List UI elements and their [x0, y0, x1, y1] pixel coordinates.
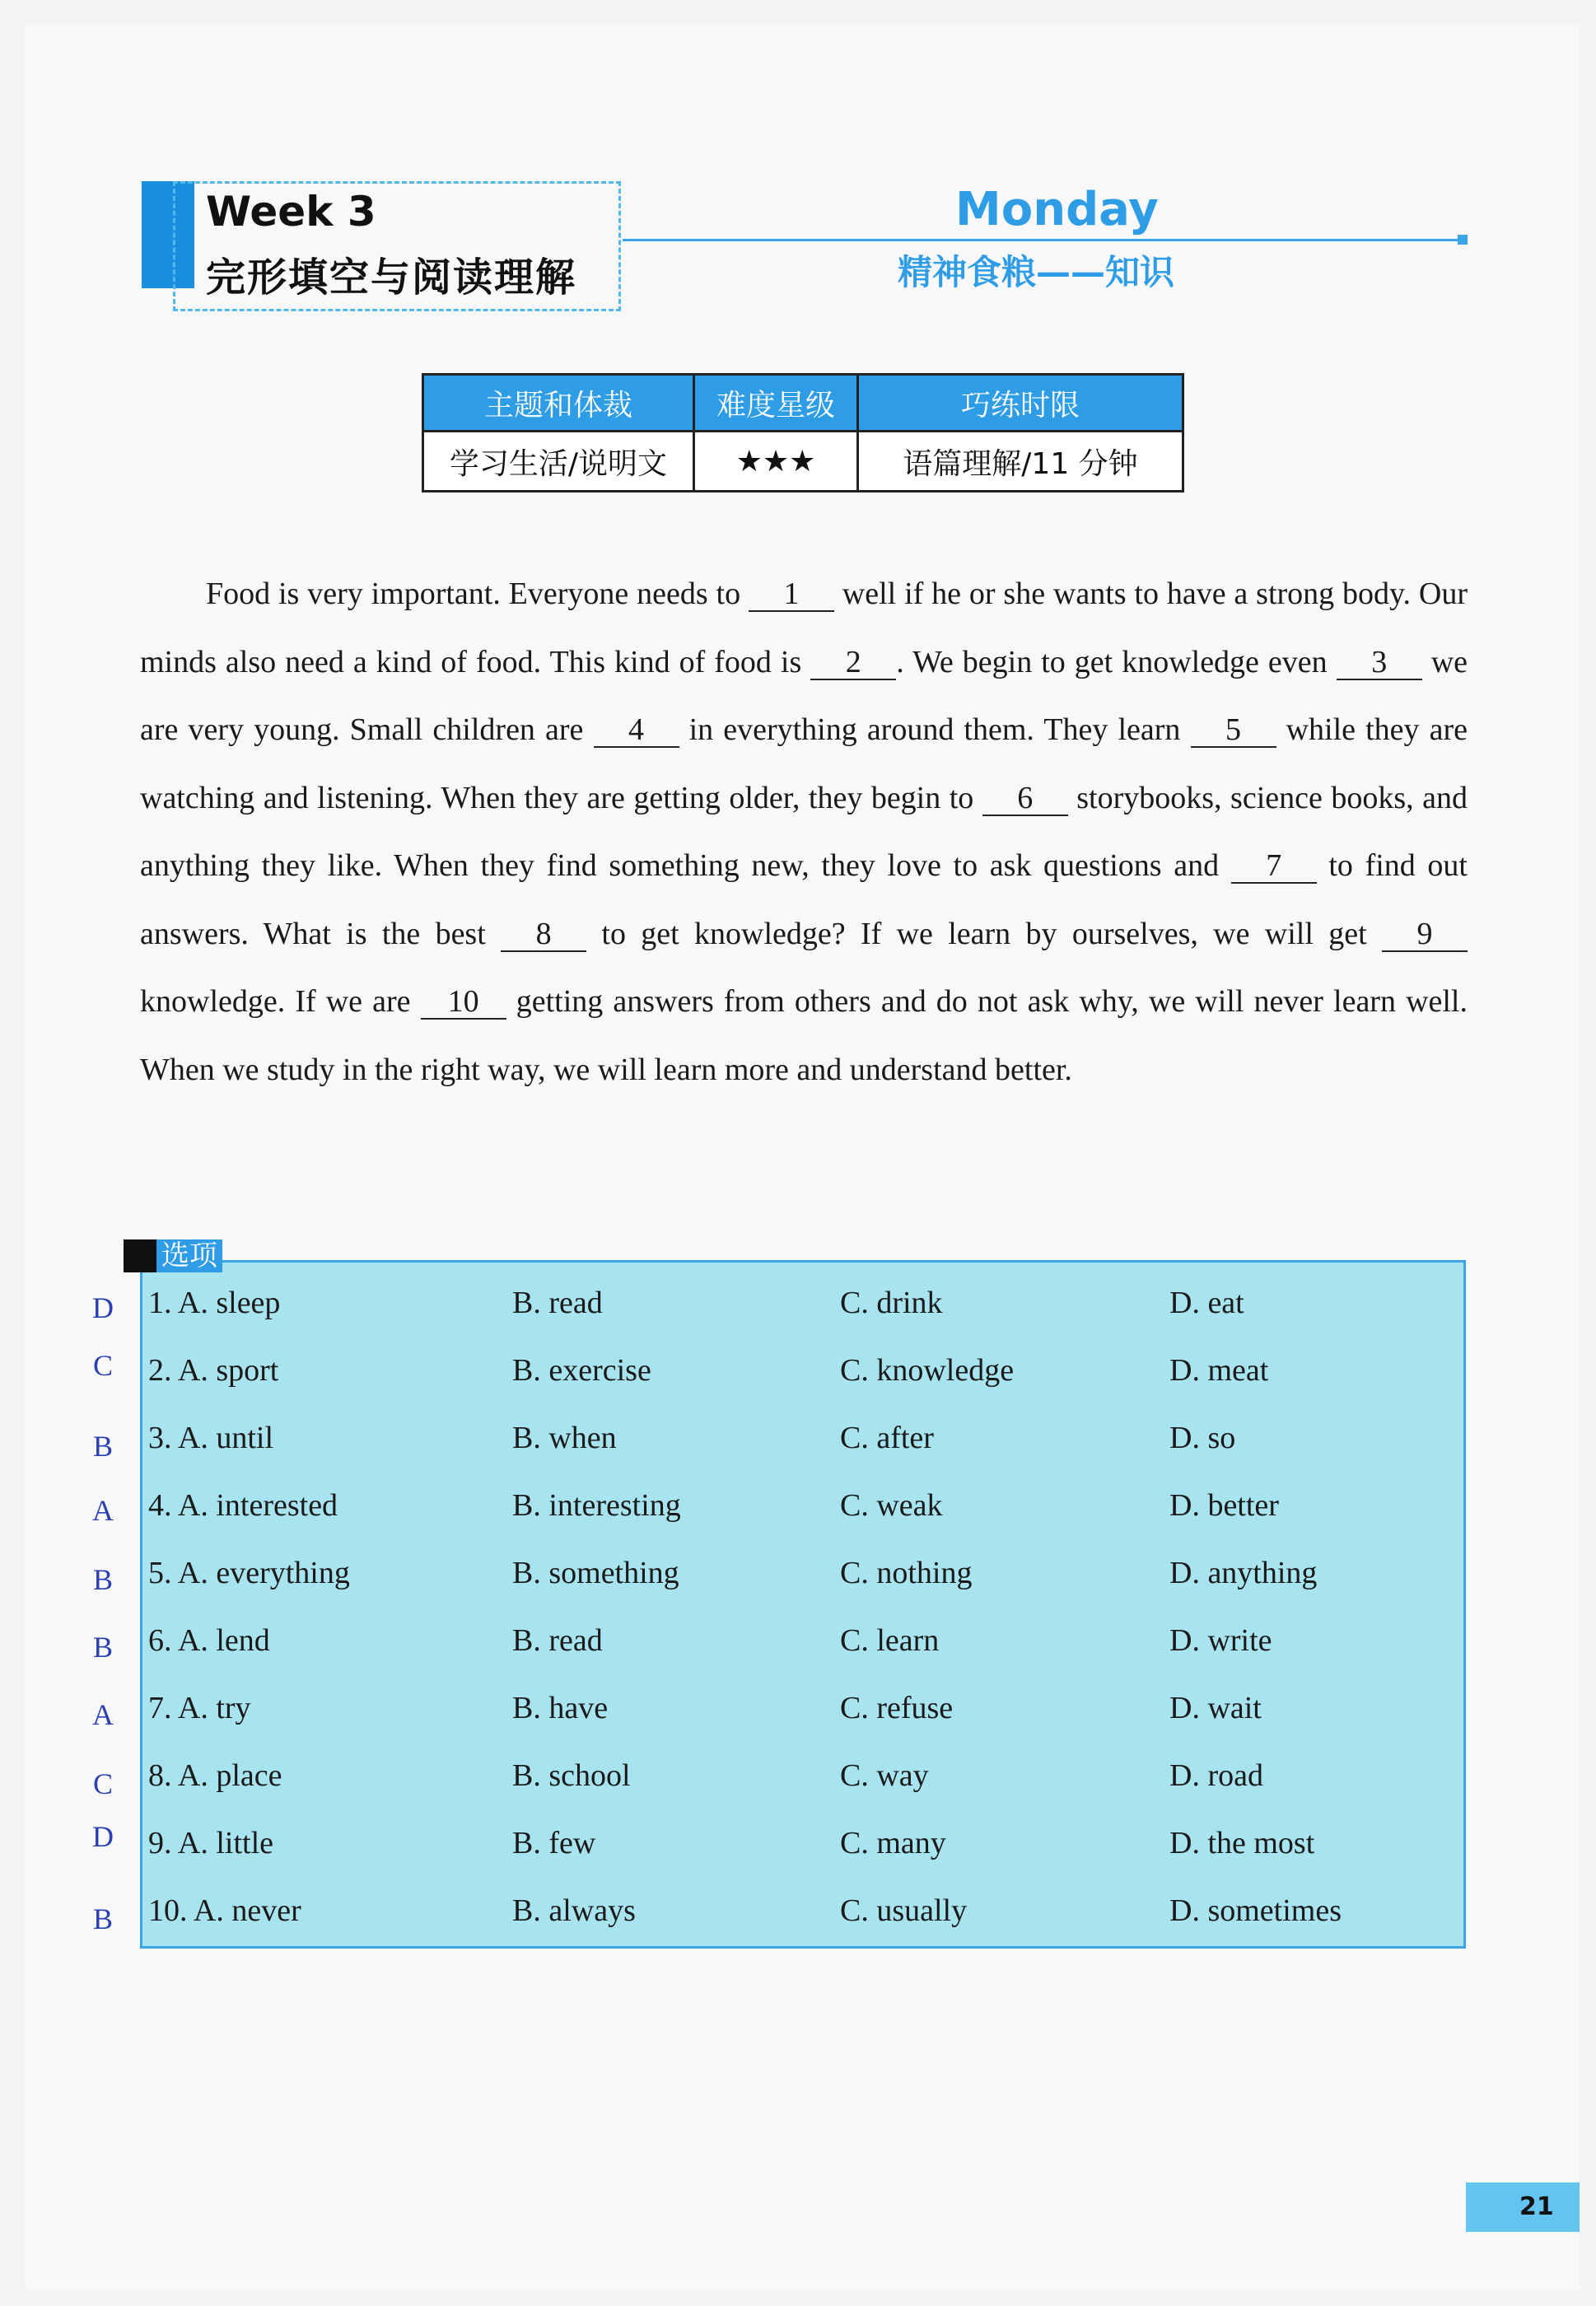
answer-mark-8: C — [92, 1767, 113, 1800]
option-d: D. wait — [1169, 1691, 1262, 1725]
option-c: C. usually — [840, 1893, 968, 1928]
option-c: C. refuse — [840, 1691, 954, 1725]
answer-mark-10: B — [92, 1902, 113, 1935]
option-b: B. when — [512, 1421, 617, 1455]
option-a: 6. A. lend — [148, 1623, 270, 1658]
option-c: C. drink — [840, 1286, 943, 1320]
passage-text: . We begin to get knowledge even — [896, 644, 1337, 679]
passage-text: in everything around them. They learn — [679, 712, 1191, 747]
info-table — [422, 373, 1184, 492]
question-row-8 — [148, 1751, 1466, 1800]
info-value-time: 语篇理解/11 分钟 — [858, 432, 1183, 492]
options-label — [124, 1239, 222, 1272]
passage-text: storybooks, science books, and anything they like. When they find something new, they love to ask questions and — [140, 780, 1468, 883]
option-b: B. few — [512, 1826, 596, 1860]
option-b: B. read — [512, 1623, 603, 1658]
info-header-time: 巧练时限 — [858, 375, 1183, 432]
question-row-2 — [148, 1346, 1466, 1395]
answer-mark-4: A — [92, 1494, 114, 1527]
answer-mark-2: C — [92, 1349, 113, 1382]
option-b: B. interesting — [512, 1488, 681, 1523]
day-title: Monday — [955, 183, 1159, 236]
blank-6: 6 — [982, 782, 1068, 816]
answer-mark-6: B — [92, 1631, 113, 1664]
info-header-difficulty: 难度星级 — [694, 375, 858, 432]
answer-mark-3: B — [92, 1430, 113, 1463]
passage-text: while they are watching and listening. When they are getting older, they begin to — [140, 712, 1468, 815]
blank-5: 5 — [1191, 713, 1276, 748]
option-d: D. better — [1169, 1488, 1279, 1523]
question-row-5 — [148, 1548, 1466, 1598]
passage-text: knowledge. If we are — [140, 984, 421, 1019]
info-header-row — [423, 375, 1183, 432]
passage-text: getting answers from others and do not ask why, we will never learn well. When we study in the right way, we will learn more and understand better. — [140, 984, 1468, 1087]
option-a: 1. A. sleep — [148, 1286, 281, 1320]
option-b: B. something — [512, 1556, 679, 1590]
question-row-4 — [148, 1481, 1466, 1530]
option-c: C. knowledge — [840, 1353, 1015, 1388]
blank-4: 4 — [594, 713, 679, 748]
option-d: D. write — [1169, 1623, 1272, 1658]
option-d: D. anything — [1169, 1556, 1318, 1590]
answer-mark-1: D — [92, 1291, 114, 1324]
answer-mark-7: A — [92, 1698, 114, 1731]
question-row-1 — [148, 1278, 1466, 1328]
option-c: C. nothing — [840, 1556, 973, 1590]
option-b: B. read — [512, 1286, 603, 1320]
blank-8: 8 — [501, 917, 586, 952]
option-b: B. school — [512, 1758, 631, 1793]
answer-mark-5: B — [92, 1563, 113, 1596]
header-rule-end-dot — [1458, 235, 1468, 245]
option-a: 10. A. never — [148, 1893, 301, 1928]
info-header-topic: 主题和体裁 — [423, 375, 694, 432]
option-d: D. the most — [1169, 1826, 1315, 1860]
cloze-passage — [140, 560, 1468, 1104]
option-a: 9. A. little — [148, 1826, 273, 1860]
passage-text: we are very young. Small children are — [140, 644, 1468, 747]
option-d: D. meat — [1169, 1353, 1269, 1388]
option-a: 5. A. everything — [148, 1556, 350, 1590]
option-b: B. always — [512, 1893, 636, 1928]
question-row-6 — [148, 1616, 1466, 1665]
option-a: 3. A. until — [148, 1421, 274, 1455]
blank-3: 3 — [1337, 646, 1422, 680]
option-d: D. road — [1169, 1758, 1263, 1793]
info-value-row — [423, 432, 1183, 492]
option-c: C. learn — [840, 1623, 940, 1658]
question-row-9 — [148, 1818, 1466, 1868]
blank-9: 9 — [1382, 917, 1468, 952]
option-a: 8. A. place — [148, 1758, 282, 1793]
passage-paragraph — [140, 560, 1468, 1104]
passage-text: to get knowledge? If we learn by ourselves, we will get — [586, 916, 1382, 951]
option-d: D. sometimes — [1169, 1893, 1342, 1928]
header-rule — [623, 239, 1463, 241]
square-icon — [124, 1239, 156, 1272]
answer-mark-9: D — [92, 1820, 114, 1853]
info-value-difficulty: ★★★ — [694, 432, 858, 492]
passage-text: well if he or she wants to have a strong body. Our minds also need a kind of food. This kind of food is — [140, 576, 1468, 679]
week-title: Week 3 — [206, 188, 376, 236]
blank-1: 1 — [749, 577, 834, 612]
day-subtitle: 精神食粮——知识 — [898, 252, 1175, 292]
options-label-text: 选项 — [156, 1239, 222, 1272]
question-row-10 — [148, 1886, 1466, 1935]
option-b: B. have — [512, 1691, 609, 1725]
blank-7: 7 — [1231, 849, 1317, 884]
option-c: C. after — [840, 1421, 934, 1455]
blank-2: 2 — [810, 646, 896, 680]
option-a: 4. A. interested — [148, 1488, 338, 1523]
section-title: 完形填空与阅读理解 — [206, 254, 577, 301]
option-b: B. exercise — [512, 1353, 651, 1388]
option-a: 2. A. sport — [148, 1353, 279, 1388]
option-c: C. way — [840, 1758, 929, 1793]
page-number: 21 — [1519, 2192, 1554, 2221]
option-c: C. many — [840, 1826, 946, 1860]
option-c: C. weak — [840, 1488, 943, 1523]
option-d: D. eat — [1169, 1286, 1244, 1320]
question-row-7 — [148, 1683, 1466, 1733]
option-d: D. so — [1169, 1421, 1236, 1455]
passage-text: Food is very important. Everyone needs to — [206, 576, 749, 611]
info-value-topic: 学习生活/说明文 — [423, 432, 694, 492]
blank-10: 10 — [421, 985, 506, 1020]
option-a: 7. A. try — [148, 1691, 251, 1725]
passage-text: to find out answers. What is the best — [140, 848, 1468, 951]
page — [25, 25, 1580, 2290]
question-row-3 — [148, 1413, 1466, 1463]
